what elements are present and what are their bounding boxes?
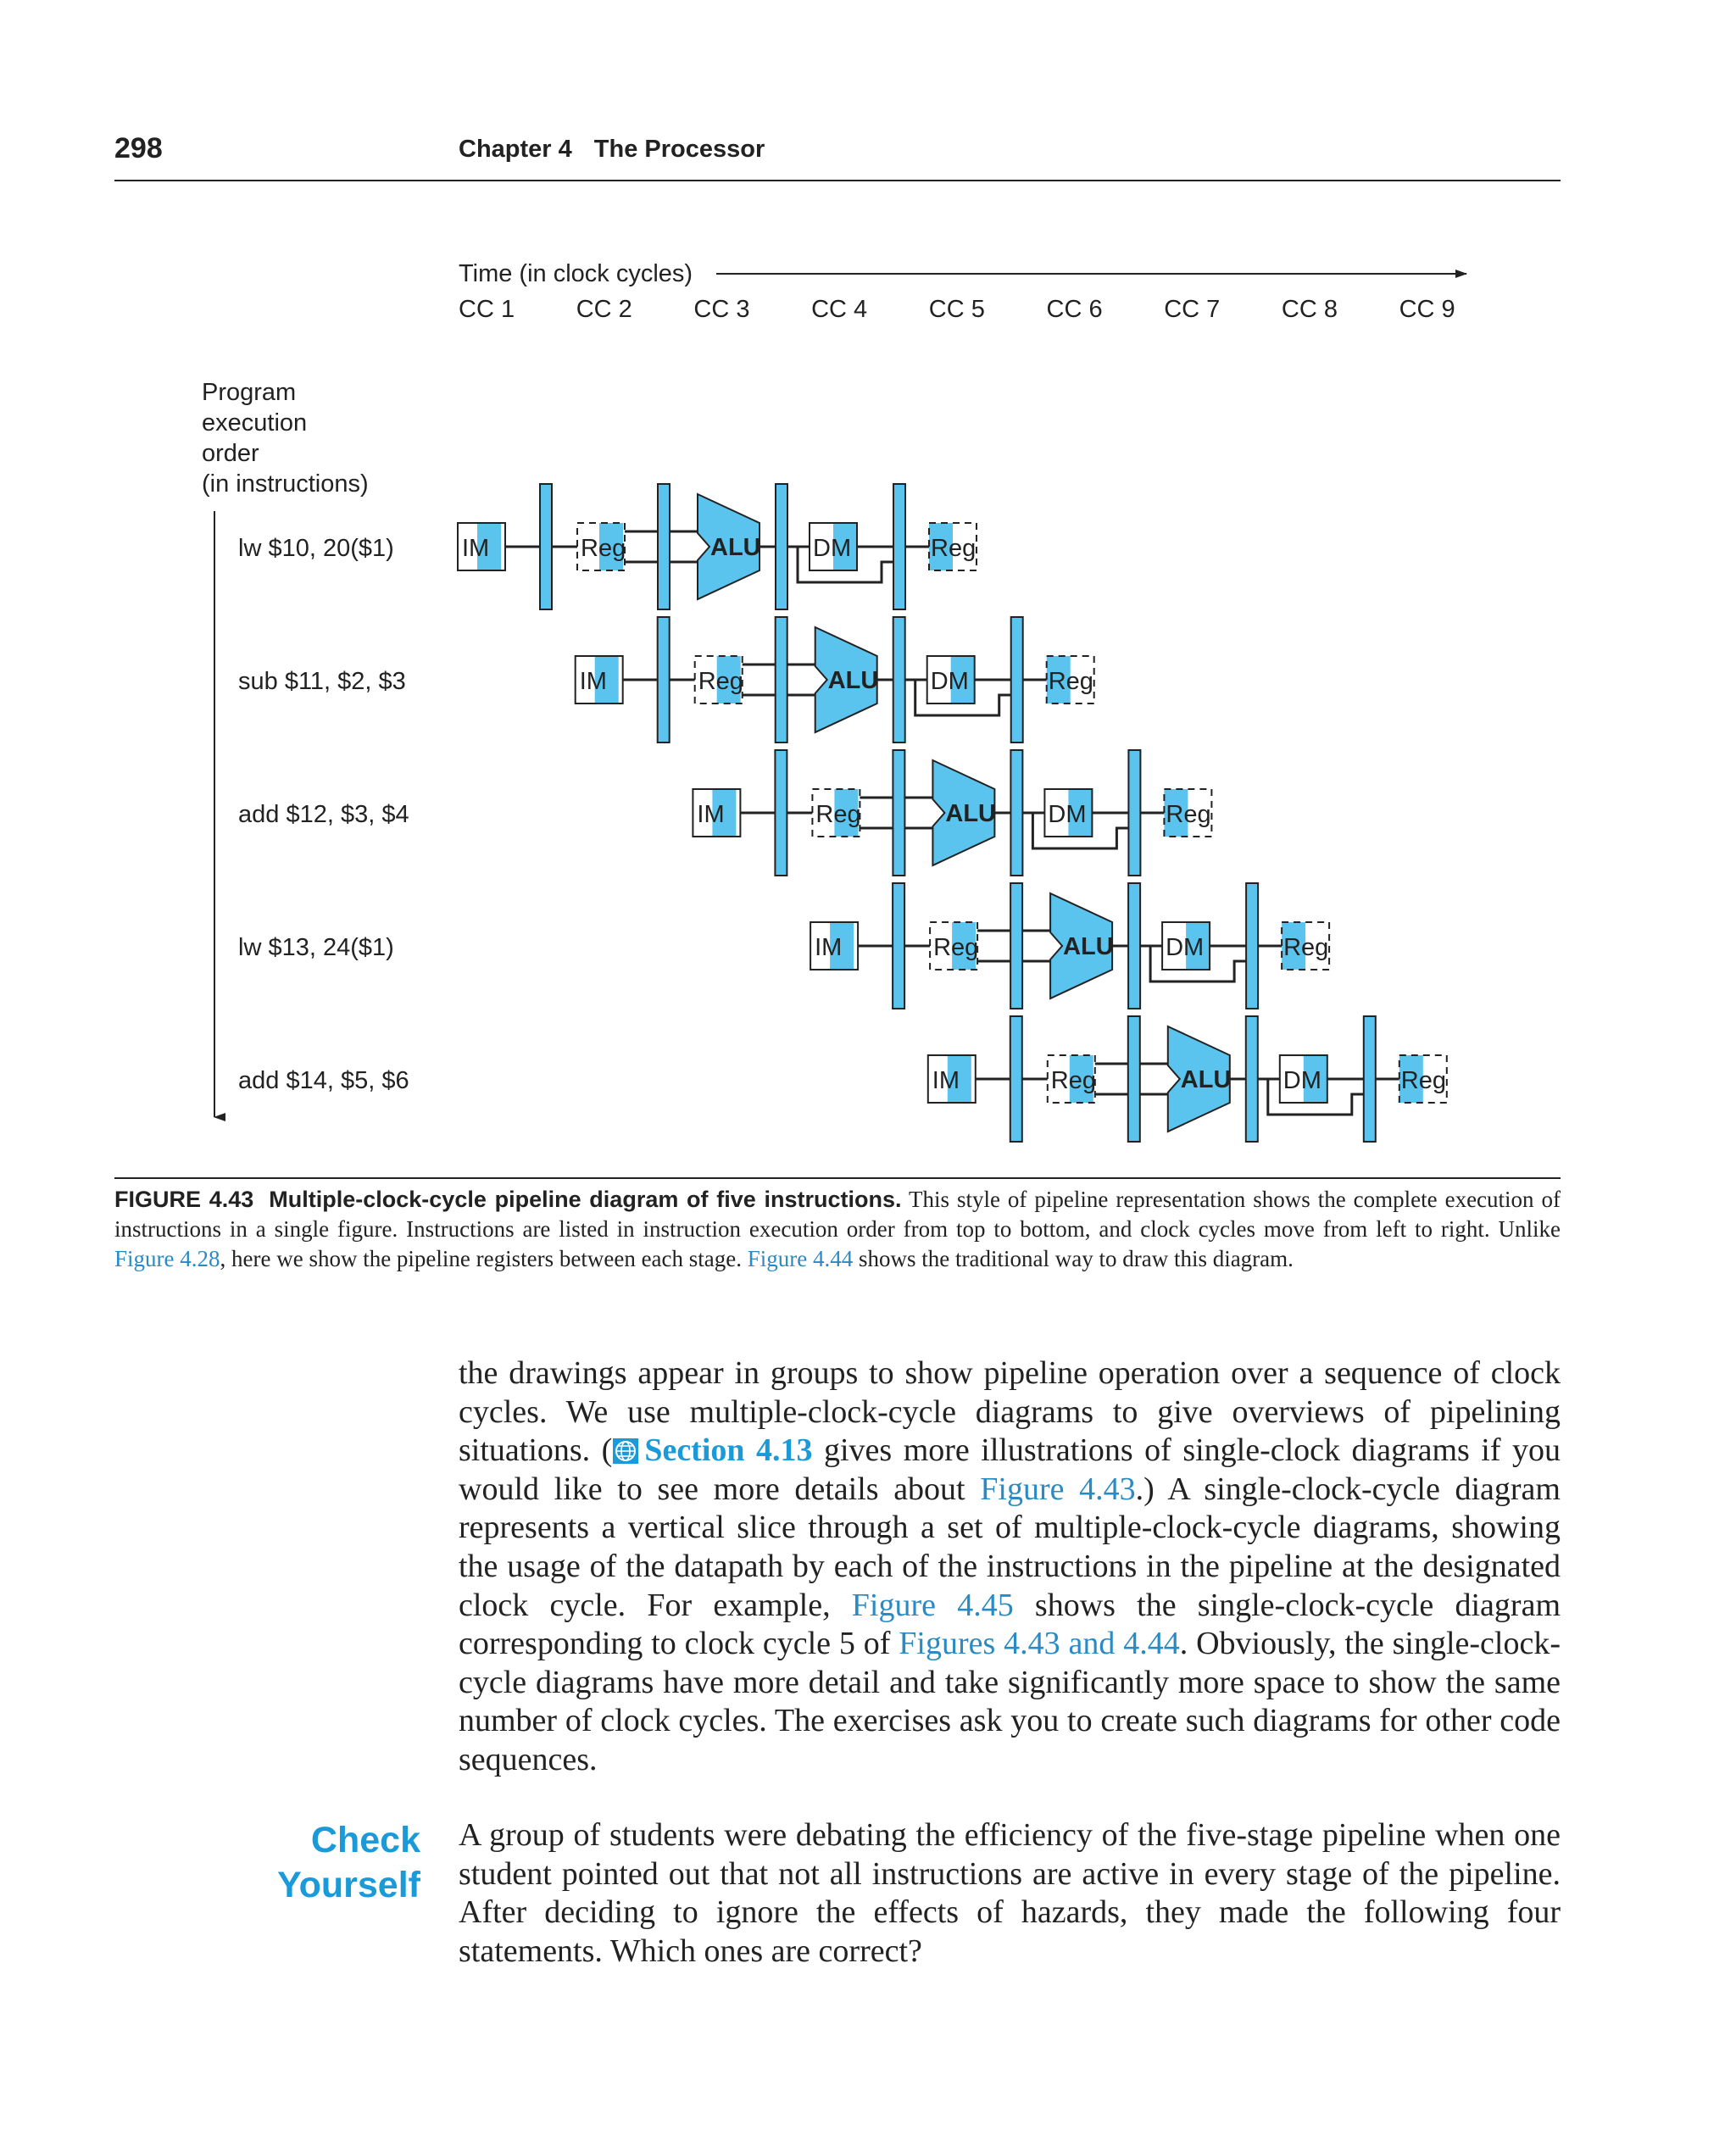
chapter-title: The Processor bbox=[593, 136, 765, 163]
order-label-3: order bbox=[202, 440, 259, 467]
check-yourself-title bbox=[229, 1818, 420, 1908]
link-figure-4-45[interactable]: Figure 4.45 bbox=[851, 1587, 1014, 1623]
reg-label: Reg bbox=[933, 934, 979, 961]
cycle-label-1: CC 1 bbox=[459, 296, 515, 323]
globe-icon bbox=[612, 1438, 639, 1465]
reg-label: Reg bbox=[1050, 1067, 1097, 1094]
dm-label: DM bbox=[930, 668, 969, 695]
caption-rule bbox=[114, 1177, 1561, 1179]
cycle-label-7: CC 7 bbox=[1164, 296, 1221, 323]
order-label-4: (in instructions) bbox=[202, 470, 369, 498]
pipeline-register bbox=[1011, 617, 1023, 742]
reg-wb-label: Reg bbox=[931, 535, 976, 562]
link-figures-4-43-4-44[interactable]: Figures 4.43 and 4.44 bbox=[899, 1626, 1180, 1662]
im-label: IM bbox=[932, 1067, 960, 1094]
pipeline-rows bbox=[238, 484, 1447, 1142]
alu-label: ALU bbox=[1063, 933, 1114, 960]
pipeline-register bbox=[1128, 883, 1140, 1009]
order-label-2: execution bbox=[202, 409, 308, 437]
instruction-row bbox=[238, 750, 1211, 876]
im-label: IM bbox=[462, 535, 490, 562]
instruction-label: sub $11, $2, $3 bbox=[238, 668, 406, 695]
instruction-label: add $12, $3, $4 bbox=[238, 801, 409, 828]
instruction-row bbox=[238, 883, 1329, 1009]
link-section-4-13[interactable]: Section 4.13 bbox=[644, 1432, 813, 1469]
pipeline-register bbox=[658, 484, 670, 609]
reg-label: Reg bbox=[698, 668, 743, 695]
instruction-label: lw $13, 24($1) bbox=[238, 934, 394, 961]
reg-label: Reg bbox=[815, 801, 861, 828]
pipeline-register bbox=[1246, 1016, 1258, 1142]
cycle-label-9: CC 9 bbox=[1399, 296, 1455, 323]
dm-label: DM bbox=[1283, 1067, 1321, 1094]
body-text-4: shows the single-clock-cycle diagram corresponding to clock cycle 5 of bbox=[459, 1587, 1561, 1662]
cycle-label-4: CC 4 bbox=[811, 296, 868, 323]
figure-caption bbox=[114, 1185, 1561, 1274]
caption-text-3: shows the traditional way to draw this diagram. bbox=[853, 1246, 1294, 1271]
pipeline-register bbox=[1010, 1016, 1022, 1142]
dm-label: DM bbox=[1166, 934, 1205, 961]
cycle-label-6: CC 6 bbox=[1046, 296, 1103, 323]
order-label-1: Program bbox=[202, 379, 297, 406]
reg-label: Reg bbox=[581, 535, 626, 562]
cycle-label-5: CC 5 bbox=[928, 296, 985, 323]
body-text-1: the drawings appear in groups to show pipeline operation over a sequence of clock cycles. We use multiple-clock-cycle diagrams to give overviews of pipelining situations. ( bbox=[459, 1355, 1561, 1469]
page-number: 298 bbox=[114, 132, 163, 164]
im-label: IM bbox=[579, 668, 607, 695]
instruction-label: lw $10, 20($1) bbox=[238, 535, 394, 562]
pipeline-register bbox=[893, 617, 905, 742]
pipeline-register bbox=[775, 750, 787, 876]
figure-label: FIGURE 4.43 bbox=[114, 1187, 254, 1212]
pipeline-register bbox=[893, 750, 904, 876]
body-paragraph bbox=[459, 1354, 1561, 1780]
caption-link-figure-4-28[interactable]: Figure 4.28 bbox=[114, 1246, 220, 1271]
pipeline-register bbox=[776, 484, 787, 609]
alu-label: ALU bbox=[945, 800, 997, 827]
chapter-label: Chapter 4 bbox=[459, 136, 572, 163]
alu-label: ALU bbox=[710, 534, 761, 561]
instruction-row bbox=[238, 484, 976, 609]
pipeline-register bbox=[893, 484, 905, 609]
cycle-labels bbox=[459, 296, 1455, 323]
pipeline-register bbox=[540, 484, 552, 609]
body-text-2: gives more illustrations of single-clock diagrams if you would like to see more details about bbox=[459, 1432, 1561, 1507]
pipeline-register bbox=[658, 617, 670, 742]
instruction-row bbox=[238, 1016, 1447, 1142]
reg-wb-label: Reg bbox=[1400, 1067, 1447, 1094]
caption-link-figure-4-44[interactable]: Figure 4.44 bbox=[747, 1246, 854, 1271]
reg-wb-label: Reg bbox=[1283, 934, 1329, 961]
pipeline-register bbox=[1128, 1016, 1140, 1142]
alu-label: ALU bbox=[827, 667, 879, 694]
body-text-3: .) A single-clock-cycle diagram represents a vertical slice through a set of multiple-clock-cycle diagrams, showing the usage of the datapath by each of the instructions in the pipeline at the designated clock cycle. For example, bbox=[459, 1471, 1561, 1623]
pipeline-register bbox=[1364, 1016, 1376, 1142]
time-label: Time (in clock cycles) bbox=[459, 260, 693, 287]
dm-label: DM bbox=[813, 535, 852, 562]
pipeline-register bbox=[1246, 883, 1258, 1009]
pipeline-register bbox=[1010, 883, 1022, 1009]
figure-title: Multiple-clock-cycle pipeline diagram of five instructions. bbox=[269, 1187, 902, 1212]
instruction-row bbox=[238, 617, 1094, 742]
caption-text-2: , here we show the pipeline registers between each stage. bbox=[220, 1246, 748, 1271]
pipeline-register bbox=[1128, 750, 1140, 876]
caption-text-1: This style of pipeline representation shows the complete execution of instructions in a single figure. Instructions are listed in instruction execution order from top to bottom, and clock cycles move from left to right. Unlike bbox=[114, 1187, 1561, 1242]
link-figure-4-43[interactable]: Figure 4.43 bbox=[980, 1471, 1136, 1507]
cycle-label-8: CC 8 bbox=[1281, 296, 1338, 323]
cycle-label-2: CC 2 bbox=[576, 296, 632, 323]
reg-wb-label: Reg bbox=[1166, 801, 1211, 828]
check-title-line-1: Check bbox=[310, 1820, 420, 1860]
reg-wb-label: Reg bbox=[1048, 668, 1093, 695]
cycle-label-3: CC 3 bbox=[693, 296, 750, 323]
im-label: IM bbox=[697, 801, 725, 828]
body-text-5: . Obviously, the single-clock-cycle diagrams have more detail and take significantly more space to show the same number of clock cycles. The exercises ask you to create such diagrams for other code sequences. bbox=[459, 1626, 1561, 1777]
check-title-line-2: Yourself bbox=[277, 1865, 420, 1905]
instruction-label: add $14, $5, $6 bbox=[238, 1067, 409, 1094]
pipeline-register bbox=[893, 883, 904, 1009]
check-yourself-text: A group of students were debating the efficiency of the five-stage pipeline when one student pointed out that not all instructions are active in every stage of the pipeline. After deciding to ignore the effects of hazards, they made the following four statements. Which ones are correct? bbox=[459, 1817, 1561, 1969]
alu-label: ALU bbox=[1180, 1066, 1232, 1093]
pipeline-register bbox=[776, 617, 787, 742]
pipeline-register bbox=[1010, 750, 1022, 876]
dm-label: DM bbox=[1048, 801, 1087, 828]
im-label: IM bbox=[815, 934, 843, 961]
